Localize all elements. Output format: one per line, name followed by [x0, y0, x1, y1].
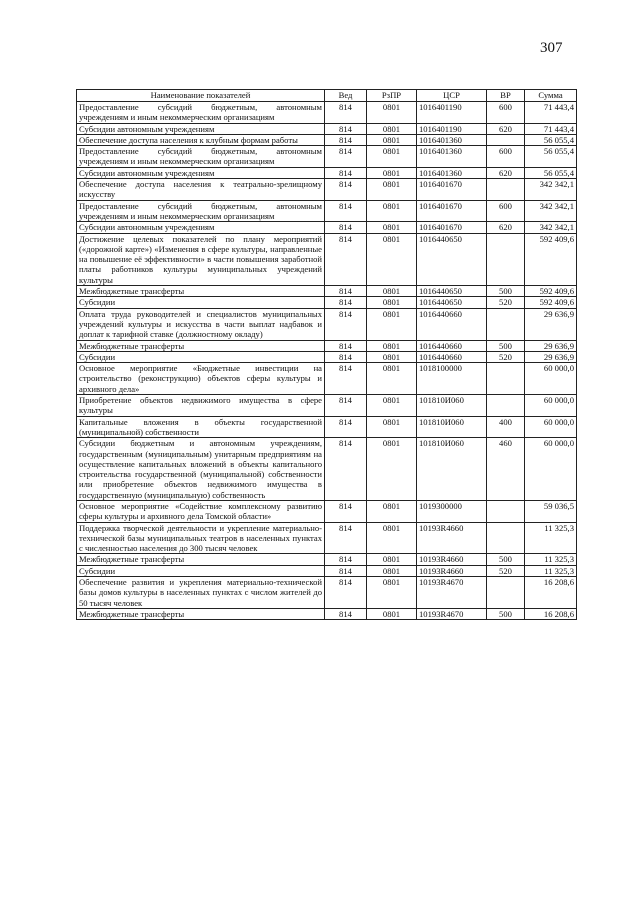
cell-csr: 1016440650: [417, 297, 487, 308]
cell-vr: 520: [487, 297, 525, 308]
cell-rzpr: 0801: [367, 222, 417, 233]
cell-vr: [487, 395, 525, 417]
cell-csr: 1016401670: [417, 200, 487, 222]
cell-rzpr: 0801: [367, 167, 417, 178]
cell-name: Основное мероприятие «Содействие комплексному развитию сферы культуры и архивного дела Томской области»: [77, 500, 325, 522]
cell-vr: 500: [487, 554, 525, 565]
cell-sum: 342 342,1: [525, 200, 577, 222]
header-vr: ВР: [487, 90, 525, 102]
table-row: [77, 123, 577, 134]
cell-csr: 10193R4660: [417, 522, 487, 554]
cell-name: Капитальные вложения в объекты государственной (муниципальной) собственности: [77, 416, 325, 438]
cell-rzpr: 0801: [367, 522, 417, 554]
cell-sum: 56 055,4: [525, 167, 577, 178]
cell-sum: 60 000,0: [525, 416, 577, 438]
cell-csr: 1016440660: [417, 340, 487, 351]
cell-sum: 16 208,6: [525, 608, 577, 619]
cell-name: Субсидии автономным учреждениям: [77, 167, 325, 178]
table-row: [77, 340, 577, 351]
cell-vr: 600: [487, 200, 525, 222]
table-row: [77, 134, 577, 145]
cell-csr: 1016440650: [417, 233, 487, 285]
cell-sum: 71 443,4: [525, 123, 577, 134]
cell-csr: 1018100000: [417, 363, 487, 395]
cell-ved: 814: [325, 200, 367, 222]
cell-name: Предоставление субсидий бюджетным, автономным учреждениям и иным некоммерческим организациям: [77, 146, 325, 168]
cell-sum: 60 000,0: [525, 438, 577, 501]
cell-sum: 592 409,6: [525, 297, 577, 308]
cell-ved: 814: [325, 351, 367, 362]
cell-name: Субсидии: [77, 297, 325, 308]
cell-ved: 814: [325, 222, 367, 233]
cell-sum: 11 325,3: [525, 554, 577, 565]
header-csr: ЦСР: [417, 90, 487, 102]
cell-name: Межбюджетные трансферты: [77, 608, 325, 619]
table-row: [77, 565, 577, 576]
table-row: [77, 438, 577, 501]
cell-vr: [487, 233, 525, 285]
cell-csr: 1016401670: [417, 222, 487, 233]
cell-name: Оплата труда руководителей и специалистов муниципальных учреждений культуры и искусства в части выплат надбавок и доплат к тарифной ставке (должностному окладу): [77, 308, 325, 340]
cell-ved: 814: [325, 565, 367, 576]
cell-rzpr: 0801: [367, 200, 417, 222]
cell-csr: 1016440660: [417, 308, 487, 340]
cell-ved: 814: [325, 167, 367, 178]
cell-ved: 814: [325, 179, 367, 201]
cell-rzpr: 0801: [367, 395, 417, 417]
cell-rzpr: 0801: [367, 179, 417, 201]
table-row: [77, 286, 577, 297]
cell-csr: 1019300000: [417, 500, 487, 522]
table-row: [77, 297, 577, 308]
cell-rzpr: 0801: [367, 286, 417, 297]
cell-rzpr: 0801: [367, 146, 417, 168]
cell-sum: 342 342,1: [525, 222, 577, 233]
cell-rzpr: 0801: [367, 608, 417, 619]
cell-name: Достижение целевых показателей по плану мероприятий («дорожной карте») «Изменения в сфере культуры, направленные на повышение её эффективности» в части повышения заработной платы работников культуры муниципальных учреждений культуры: [77, 233, 325, 285]
cell-rzpr: 0801: [367, 340, 417, 351]
budget-table: [76, 89, 577, 620]
cell-csr: 10193R4660: [417, 554, 487, 565]
table-row: [77, 363, 577, 395]
cell-ved: 814: [325, 363, 367, 395]
table-row: [77, 179, 577, 201]
table-row: [77, 102, 577, 124]
cell-name: Обеспечение доступа населения к театрально-зрелищному искусству: [77, 179, 325, 201]
cell-name: Межбюджетные трансферты: [77, 554, 325, 565]
cell-sum: 592 409,6: [525, 286, 577, 297]
cell-vr: 520: [487, 565, 525, 576]
cell-ved: 814: [325, 577, 367, 609]
cell-vr: 620: [487, 123, 525, 134]
cell-ved: 814: [325, 134, 367, 145]
table-row: [77, 308, 577, 340]
cell-csr: 1016401190: [417, 102, 487, 124]
cell-sum: 59 036,5: [525, 500, 577, 522]
table-row: [77, 351, 577, 362]
cell-vr: 620: [487, 222, 525, 233]
cell-csr: 101810И060: [417, 416, 487, 438]
cell-csr: 1016401190: [417, 123, 487, 134]
table-body: [77, 102, 577, 620]
cell-name: Межбюджетные трансферты: [77, 340, 325, 351]
cell-sum: 60 000,0: [525, 395, 577, 417]
cell-sum: 592 409,6: [525, 233, 577, 285]
cell-ved: 814: [325, 297, 367, 308]
table-row: [77, 416, 577, 438]
cell-vr: 600: [487, 146, 525, 168]
cell-vr: [487, 577, 525, 609]
cell-csr: 1016401360: [417, 146, 487, 168]
cell-csr: 1016401360: [417, 167, 487, 178]
cell-rzpr: 0801: [367, 297, 417, 308]
cell-name: Приобретение объектов недвижимого имущества в сфере культуры: [77, 395, 325, 417]
cell-vr: 460: [487, 438, 525, 501]
cell-name: Субсидии: [77, 565, 325, 576]
cell-rzpr: 0801: [367, 233, 417, 285]
cell-rzpr: 0801: [367, 308, 417, 340]
cell-vr: 400: [487, 416, 525, 438]
cell-name: Межбюджетные трансферты: [77, 286, 325, 297]
cell-vr: [487, 500, 525, 522]
header-ved: Вед: [325, 90, 367, 102]
cell-ved: 814: [325, 438, 367, 501]
cell-sum: 29 636,9: [525, 351, 577, 362]
cell-vr: 500: [487, 340, 525, 351]
table-row: [77, 233, 577, 285]
cell-vr: [487, 363, 525, 395]
table-row: [77, 522, 577, 554]
table-row: [77, 608, 577, 619]
cell-csr: 1016401360: [417, 134, 487, 145]
cell-vr: 500: [487, 286, 525, 297]
cell-ved: 814: [325, 233, 367, 285]
cell-rzpr: 0801: [367, 102, 417, 124]
cell-sum: 342 342,1: [525, 179, 577, 201]
cell-name: Основное мероприятие «Бюджетные инвестиции на строительство (реконструкцию) объектов сферы культуры и архивного дела»: [77, 363, 325, 395]
cell-vr: [487, 134, 525, 145]
cell-name: Предоставление субсидий бюджетным, автономным учреждениям и иным некоммерческим организациям: [77, 200, 325, 222]
cell-sum: 71 443,4: [525, 102, 577, 124]
cell-rzpr: 0801: [367, 577, 417, 609]
cell-rzpr: 0801: [367, 500, 417, 522]
cell-csr: 1016401670: [417, 179, 487, 201]
table-row: [77, 146, 577, 168]
cell-name: Субсидии автономным учреждениям: [77, 123, 325, 134]
cell-ved: 814: [325, 123, 367, 134]
table-row: [77, 500, 577, 522]
cell-name: Предоставление субсидий бюджетным, автономным учреждениям и иным некоммерческим организациям: [77, 102, 325, 124]
cell-csr: 10193R4670: [417, 608, 487, 619]
cell-rzpr: 0801: [367, 363, 417, 395]
table-header-row: [77, 90, 577, 102]
cell-csr: 1016440650: [417, 286, 487, 297]
cell-ved: 814: [325, 340, 367, 351]
cell-csr: 10193R4670: [417, 577, 487, 609]
cell-sum: 29 636,9: [525, 308, 577, 340]
cell-ved: 814: [325, 554, 367, 565]
header-sum: Сумма: [525, 90, 577, 102]
cell-sum: 16 208,6: [525, 577, 577, 609]
cell-ved: 814: [325, 286, 367, 297]
cell-ved: 814: [325, 146, 367, 168]
cell-vr: [487, 522, 525, 554]
cell-name: Субсидии бюджетным и автономным учреждениям, государственным (муниципальным) унитарным предприятиям на осуществление капитальных вложений в объекты капитального строительства государственной (муниципальной) собственности или приобретение объектов недвижимого имущества в государственную (муниципальную) собственность: [77, 438, 325, 501]
cell-ved: 814: [325, 500, 367, 522]
cell-ved: 814: [325, 522, 367, 554]
cell-csr: 101810И060: [417, 395, 487, 417]
cell-rzpr: 0801: [367, 134, 417, 145]
cell-sum: 11 325,3: [525, 522, 577, 554]
cell-vr: 520: [487, 351, 525, 362]
cell-vr: 620: [487, 167, 525, 178]
table-row: [77, 554, 577, 565]
cell-vr: [487, 179, 525, 201]
cell-ved: 814: [325, 608, 367, 619]
cell-rzpr: 0801: [367, 351, 417, 362]
header-name: Наименование показателей: [77, 90, 325, 102]
cell-sum: 60 000,0: [525, 363, 577, 395]
table-row: [77, 222, 577, 233]
table-row: [77, 395, 577, 417]
cell-vr: [487, 308, 525, 340]
table-row: [77, 167, 577, 178]
cell-name: Обеспечение доступа населения к клубным формам работы: [77, 134, 325, 145]
cell-name: Субсидии: [77, 351, 325, 362]
cell-name: Обеспечение развития и укрепления материально-технической базы домов культуры в населенных пунктах с числом жителей до 50 тысяч человек: [77, 577, 325, 609]
cell-ved: 814: [325, 308, 367, 340]
cell-ved: 814: [325, 416, 367, 438]
cell-csr: 1016440660: [417, 351, 487, 362]
table-row: [77, 577, 577, 609]
cell-sum: 56 055,4: [525, 134, 577, 145]
cell-csr: 101810И060: [417, 438, 487, 501]
cell-rzpr: 0801: [367, 123, 417, 134]
cell-ved: 814: [325, 395, 367, 417]
cell-sum: 56 055,4: [525, 146, 577, 168]
page-number: 307: [540, 40, 563, 56]
cell-rzpr: 0801: [367, 438, 417, 501]
cell-name: Субсидии автономным учреждениям: [77, 222, 325, 233]
cell-sum: 29 636,9: [525, 340, 577, 351]
cell-vr: 600: [487, 102, 525, 124]
cell-rzpr: 0801: [367, 565, 417, 576]
cell-name: Поддержка творческой деятельности и укрепление материально-технической базы муниципальных театров в населенных пунктах с численностью населения до 300 тысяч человек: [77, 522, 325, 554]
cell-rzpr: 0801: [367, 554, 417, 565]
cell-sum: 11 325,3: [525, 565, 577, 576]
cell-rzpr: 0801: [367, 416, 417, 438]
cell-ved: 814: [325, 102, 367, 124]
table-row: [77, 200, 577, 222]
header-rzpr: РзПР: [367, 90, 417, 102]
cell-csr: 10193R4660: [417, 565, 487, 576]
cell-vr: 500: [487, 608, 525, 619]
